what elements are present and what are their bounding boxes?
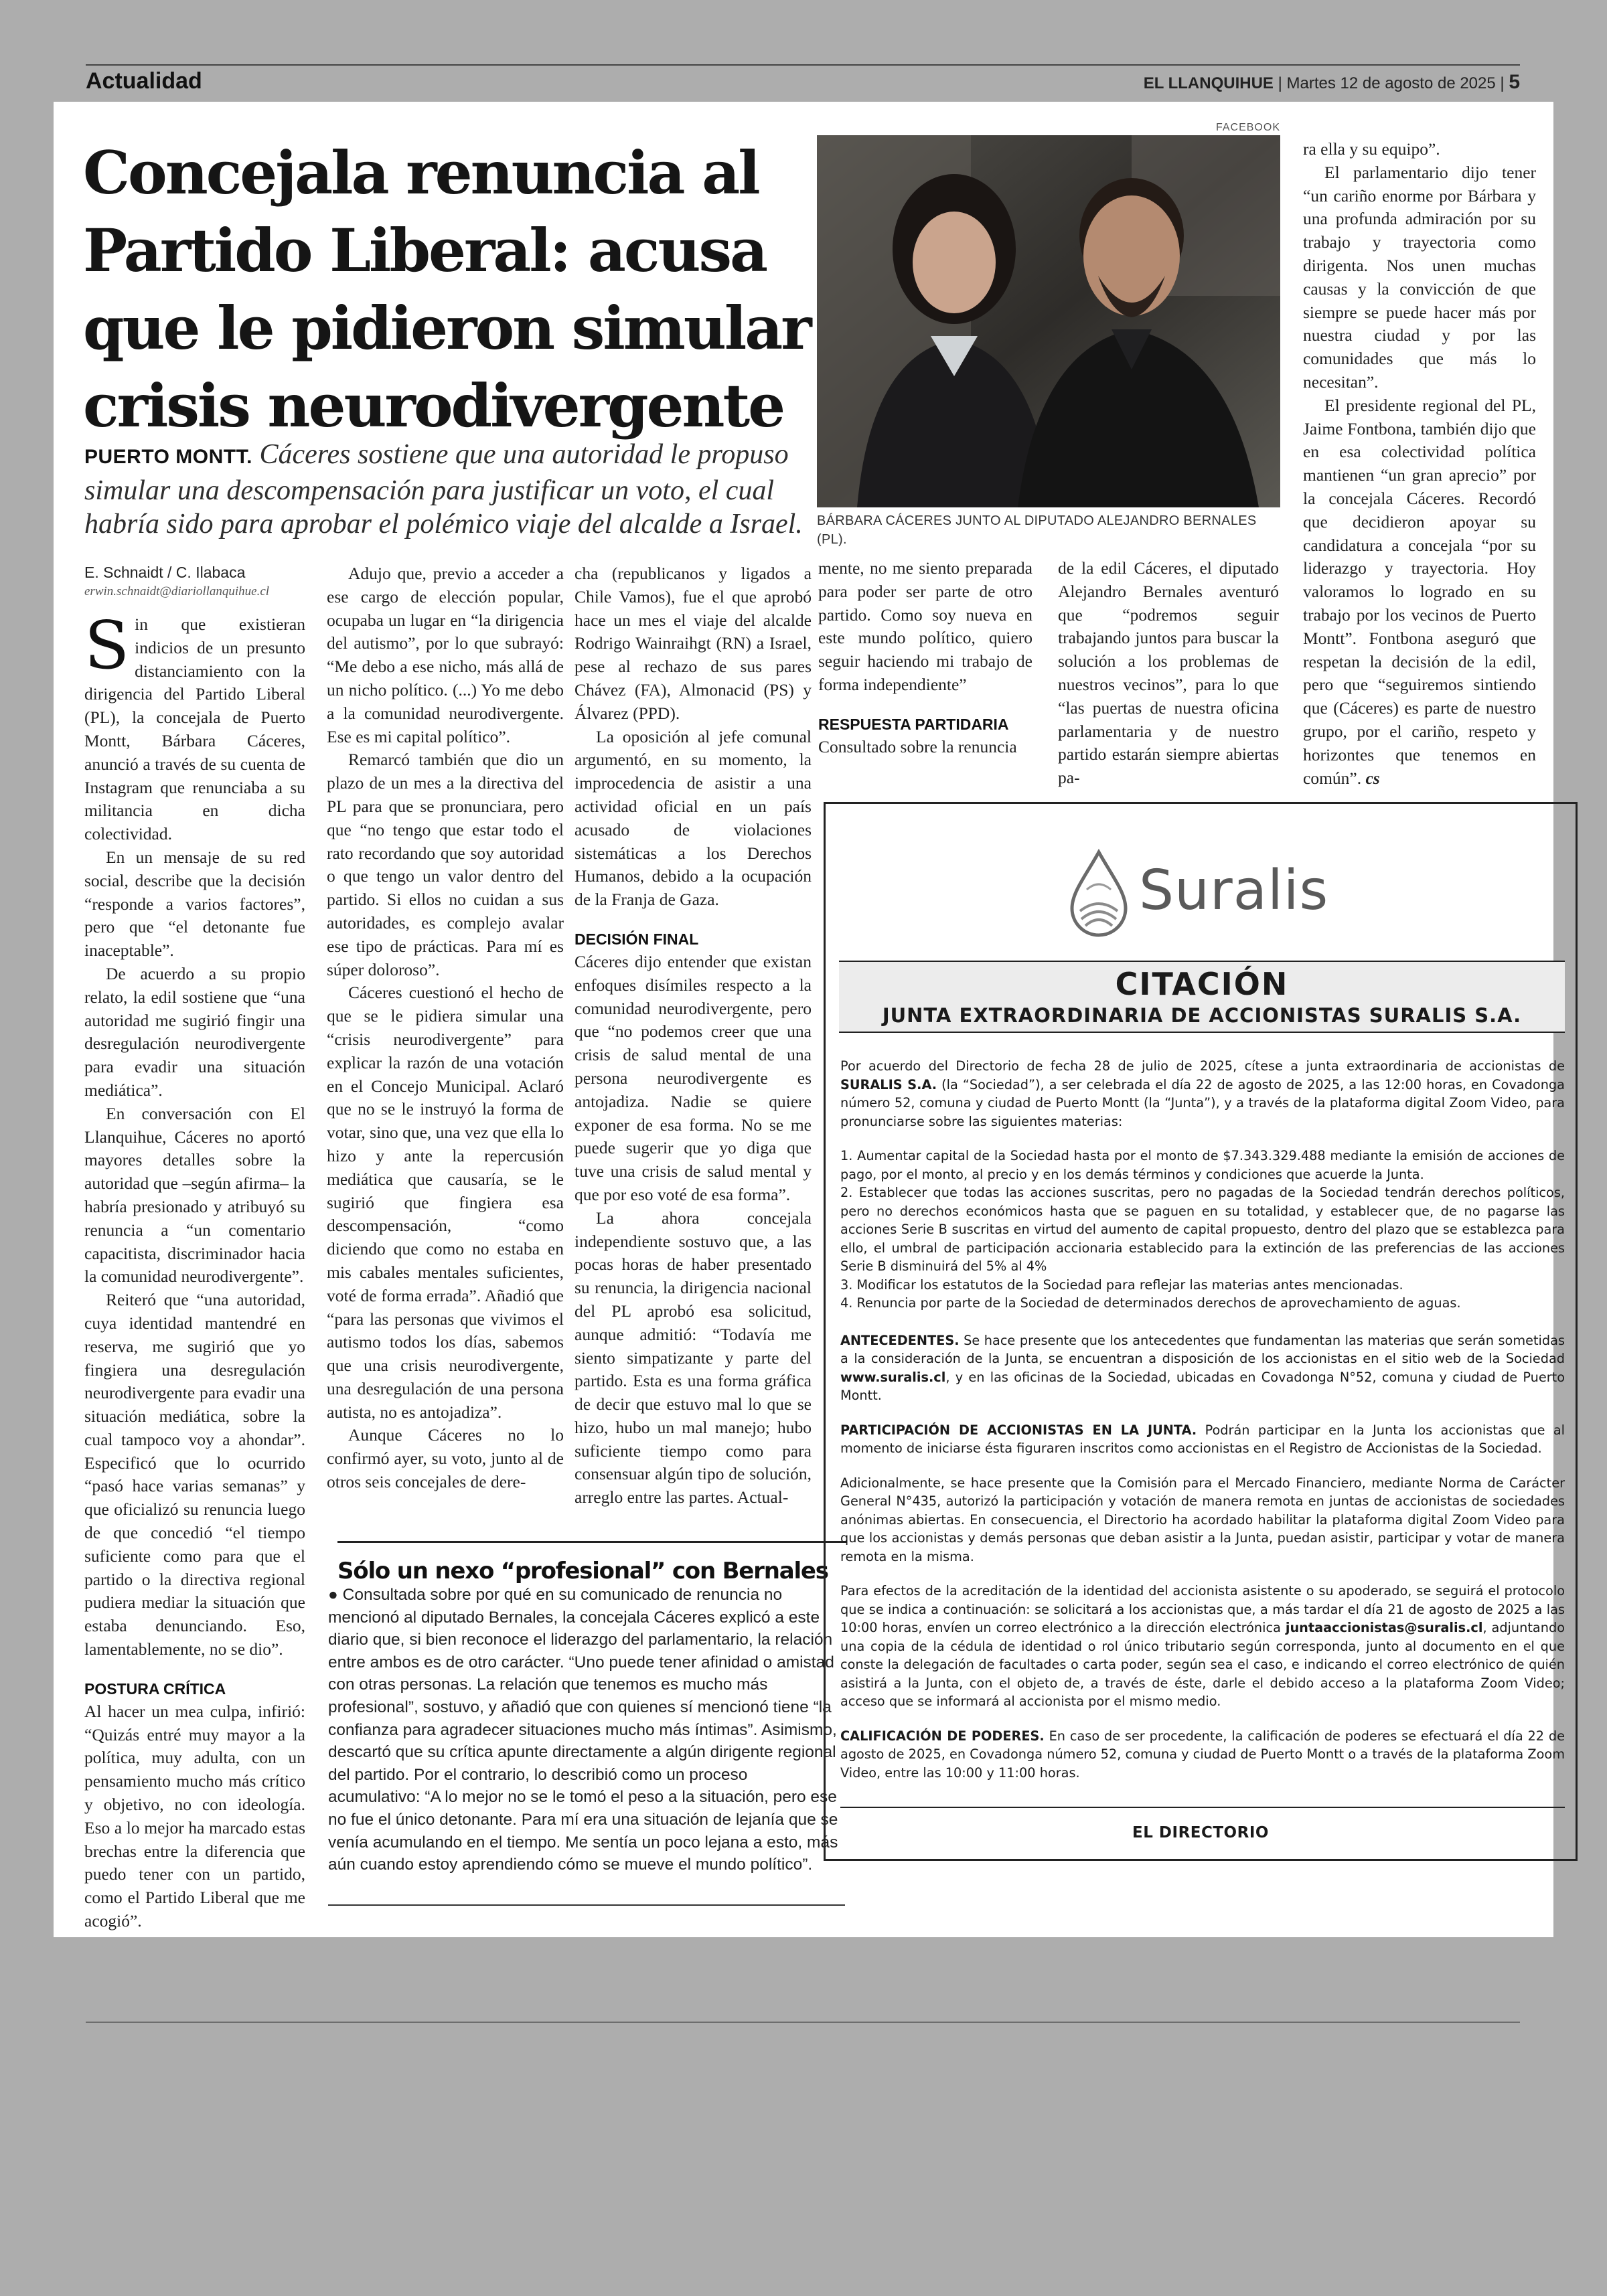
ad-acreditacion: Para efectos de la acreditación de la identidad del accionista asistente o su apoderado, se seguirá el protocolo que se indica a continuación: se solicitará a los accionistas que, a más tardar el día 21 de agosto de 2025 a las 10:00 horas, envíen un correo electrónico a la dirección electrónica juntaaccionistas@suralis.cl, adjuntando una copia de la cédula de identidad o rol único tributario según corresponda, junto al documento en el que conste la delegación de facultades o carta poder, según sea el caso, e indicando el correo electrónico de quién asistirá a la Junta, con el objeto de, a través de éste, darle el debido acceso a la plataforma Zoom Video; acceso que se informará al accionista por el mismo medio. xyxy=(840,1583,1565,1709)
paragraph: Consultado sobre la renuncia xyxy=(818,736,1017,756)
photo-credit: FACEBOOK xyxy=(1215,122,1280,133)
publication-date: Martes 12 de agosto de 2025 xyxy=(1286,74,1496,92)
list-item: 1. Aumentar capital de la Sociedad hasta por el monto de $7.343.329.488 mediante la emisión de acciones de pago, por el monto, al precio y en los demás términos y condiciones que acuerde la Junta. xyxy=(840,1148,1565,1182)
paragraph: Al hacer un mea culpa, infirió: “Quizás entré muy mayor a la política, muy adulta, con un pensamiento mucho más crítico y objetivo, no con ideología. Eso a lo mejor ha marcado estas brechas entre la diferencia que puedo tener con un partido, como el Partido Liberal que me acogió”. xyxy=(84,1701,305,1931)
paragraph: Adujo que, previo a acceder a ese cargo de elección popular, ocupaba un lugar en “la dirigencia del autismo”, por lo que subrayó: “Me debo a ese nicho, más allá de un nicho político. (...) Yo me debo a la comunidad neurodivergente. Ese es mi capital político”. xyxy=(327,564,564,746)
paragraph: El parlamentario dijo tener “un cariño enorme por Bárbara y una profunda admiración por su trabajo y trayectoria como dirigenta. Nos unen muchas causas y la convicción de que siempre se puede hacer más por nuestra ciudad y por las comunidades que más lo necesitan”. xyxy=(1303,162,1536,392)
header-separator: | xyxy=(1278,74,1282,92)
paragraph: mente, no me siento preparada para poder ser parte de otro partido. Como soy nueva en este mundo político, quiero seguir haciendo mi trabajo de forma independiente” xyxy=(818,558,1032,694)
paragraph: cha (republicanos y ligados a Chile Vamos), fue el que aprobó hace un mes el viaje del alcalde Rodrigo Wainraihgt (RN) a Israel, pese al rechazo de sus pares Chávez (FA), Almonacid (PS) y Álvarez (PPD). xyxy=(575,564,812,723)
ad-footer-rule xyxy=(840,1807,1565,1808)
ad-body xyxy=(840,1057,1565,1798)
article-headline: Concejala renuncia al Partido Liberal: acusa que le pidieron simular crisis neurodivergente xyxy=(83,138,810,440)
list-item: 3. Modificar los estatutos de la Sociedad para reflejar las materias antes mencionadas. xyxy=(840,1277,1403,1293)
ad-signature: EL DIRECTORIO xyxy=(1132,1824,1269,1841)
ad-remote: Adicionalmente, se hace presente que la Comisión para el Mercado Financiero, mediante Norma de Carácter General N°435, autorizó la participación y votación de manera remota en juntas de accionistas de sociedades anónimas abiertas. En consecuencia, el Directorio ha acordado habilitar la plataforma digital Zoom Video para que los accionistas y demás personas que deban asistir a la Junta, puedan asistir, participar y votar de manera remota en la misma. xyxy=(840,1475,1565,1564)
paragraph: Aunque Cáceres no lo confirmó ayer, su voto, junto al de otros seis concejales de dere- xyxy=(327,1425,564,1492)
paragraph: De acuerdo a su propio relato, la edil sostiene que “una autoridad me sugirió fingir una desregulación neurodivergente para evadir una situación mediática”. xyxy=(84,963,305,1100)
paragraph: En un mensaje de su red social, describe que la decisión “responde a varios factores”, pero que “el detonante fue inaceptable”. xyxy=(84,847,305,961)
author-email: erwin.schnaidt@diariollanquihue.cl xyxy=(84,584,270,598)
ad-antecedentes: ANTECEDENTES. Se hace presente que los antecedentes que fundamentan las materias que serán sometidas a la consideración de la Junta, se encuentran a disposición de los accionistas en el sitio web de la Sociedad www.suralis.cl, y en las oficinas de la Sociedad, ubicadas en Covadonga N°52, comuna y ciudad de Puerto Montt. xyxy=(840,1332,1565,1403)
paragraph: El presidente regional del PL, Jaime Fontbona, también dijo que en esa colectividad política mantienen “un gran aprecio” por la concejala Cáceres. Recordó que decidieron apoyar su candidatura a concejala “por su liderazgo y trayectoria. Hoy valoramos lo logrado en su trabajo por los vecinos de Puerto Montt”. Fontbona aseguró que respetan la decisión de la edil, pero que “seguiremos sintiendo que (Cáceres) es parte de nuestro grupo, por el cariño, respeto y horizontes que tenemos en común”. cs xyxy=(1303,395,1536,788)
paragraph: La ahora concejala independiente sostuvo que, a las pocas horas de haber presentado su renuncia, la dirigencia nacional del PL aprobó esa solicitud, aunque admitió: “Todavía me siento simpatizante y parte del partido. Esta es una forma gráfica de decir que estuvo mal lo que se hizo, hubo un mal manejo; hubo suficiente tiempo como para consensuar algún tipo de solución, arreglo entre las partes. Actual- xyxy=(575,1208,812,1507)
ad-subtitle: JUNTA EXTRAORDINARIA DE ACCIONISTAS SURALIS S.A. xyxy=(882,1004,1522,1027)
page-header xyxy=(86,64,1520,99)
paragraph: Remarcó también que dio un plazo de un mes a la directiva del PL para que se pronunciara, pero que “no tengo que estar todo el rato recordando que soy autoridad o que tengo un valor dentro del partido. Si ellos no cuidan a sus autoridades, es complejo avalar ese tipo de prácticas. Para mí es súper doloroso”. xyxy=(327,750,564,979)
company-name: SURALIS S.A. xyxy=(840,1076,937,1092)
subheading-respuesta-partidaria: RESPUESTA PARTIDARIA xyxy=(818,715,1009,733)
article-column-5 xyxy=(1058,557,1279,788)
paragraph: Sin que existieran indicios de un presunto distanciamiento con la dirigencia del Partido Liberal (PL), la concejala de Puerto Montt, Bárbara Cáceres, anunció a través de su cuenta de Instagram que renunciaba a su militancia en dicha colectividad. xyxy=(84,608,305,844)
paragraph: Cáceres cuestionó el hecho de que se le pidiera simular una “crisis neurodivergente” para explicar la razón de una votación en el Concejo Municipal. Aclaró que no se le instruyó la forma de votar, sino que, una vez que ella lo hizo y ante la repercusión mediática que causaría, se le sugirió que fingiera esa descompensación, “como diciendo que como no estaba en mis cabales mentales suficientes, voté de forma errada”. Añadió que “para las personas que vivimos el autismo todos los días, sabemos que una crisis neurodivergente, una desregulación de una persona autista, no es antojadiza”. xyxy=(327,983,564,1422)
sidebar-text: Consultada sobre por qué en su comunicado de renuncia no mencionó al diputado Bernales, la concejala Cáceres explicó a este diario que, si bien reconoce el liderazgo del parlamentario, la relación entre ambos es de otro carácter. “Uno puede tener afinidad o amistad con otras personas. La relación que tenemos es mucho más profesional”, sostuvo, y añadió que con quienes sí mencionó tiene “la confianza para agradecer situaciones mucho más íntimas”. Asimismo, descartó que su crítica apunte directamente a algún dirigente regional del partido. Por el contrario, lo describió como un proceso acumulativo: “A lo mejor no se le tomó el peso a la situación, pero ese no fue el único detonante. Para mí era una situación de lejanía que se venía acumulando en el tiempo. Me sentía un poco lejana a esto, más aún cuando estoy aprendiendo cómo se mueve el mundo político”. xyxy=(328,1586,838,1874)
photo-caption: BÁRBARA CÁCERES JUNTO AL DIPUTADO ALEJANDRO BERNALES (PL). xyxy=(817,513,1257,547)
article-lead xyxy=(84,438,834,541)
website-link[interactable]: www.suralis.cl xyxy=(840,1369,946,1385)
publication-name: EL LLANQUIHUE xyxy=(1143,74,1274,92)
sidebar-body xyxy=(328,1584,842,1876)
article-column-4 xyxy=(818,557,1032,785)
lead-text: Cáceres sostiene que una autoridad le propuso simular una descompensación para justificar un voto, el cual habría sido para aprobar el polémico viaje del alcalde a Israel. xyxy=(84,439,803,540)
suralis-logo xyxy=(826,849,1576,936)
page-info xyxy=(1144,71,1520,94)
article-photo xyxy=(817,135,1280,507)
paragraph: La oposición al jefe comunal argumentó, en su momento, la improcedencia de asistir a una actividad oficial en un país acusado de violaciones sistemáticas a los Derechos Humanos, debido a la ocupación de la Franja de Gaza. xyxy=(575,726,812,910)
logo-text: Suralis xyxy=(1139,859,1329,922)
ad-intro: Por acuerdo del Directorio de fecha 28 de julio de 2025, cítese a junta extraordinaria de accionistas de SURALIS S.A. (la “Sociedad”), a ser celebrada el día 22 de agosto de 2025, a las 12:00 horas, en Covadonga número 52, comuna y ciudad de Puerto Montt (la “Junta”), y a través de la plataforma digital Zoom Video, para pronunciarse sobre las siguientes materias: xyxy=(840,1058,1565,1129)
water-drop-logo-icon xyxy=(1067,849,1131,936)
bullet-icon: ● xyxy=(328,1586,338,1604)
ad-title-band xyxy=(839,961,1565,1033)
sidebar-rule xyxy=(328,1904,845,1906)
page-number: 5 xyxy=(1509,71,1520,93)
paragraph: Reiteró que “una autoridad, cuya identidad mantendré en reserva, me sugirió que yo fingiera una desregulación neurodivergente para evadir una situación mediática, sobre la cual tampoco voy a ahondar”. Especificó que lo ocurrido “pasó hace varias semanas” y que oficializó su renuncia luego de que concedió “el tiempo suficiente como para que el partido o la directiva regional pudiera mediar la situación que estaba denunciando. Eso, lamentablemente, no se dio”. xyxy=(84,1290,305,1659)
paragraph: Cáceres dijo entender que existan enfoques disímiles respecto a la comunidad neurodivergente, pero que “no podemos creer que una crisis de salud mental de una persona neurodivergente es antojadiza. Nadie se quiere exponer de esa forma. No se me puede sugerir que yo diga que tuve una crisis de salud mental y que por eso voté de esa forma”. xyxy=(575,951,812,1204)
photo-illustration xyxy=(817,135,1280,507)
list-item: 4. Renuncia por parte de la Sociedad de determinados derechos de aprovechamiento de aguas. xyxy=(840,1295,1461,1311)
bottom-rule xyxy=(86,2022,1520,2023)
ad-calificacion: CALIFICACIÓN DE PODERES. En caso de ser procedente, la calificación de poderes se efectuará el día 22 de agosto de 2025, en Covadonga número 52, comuna y ciudad de Puerto Montt o a través de la plataforma Zoom Video, entre las 10:00 y 11:00 horas. xyxy=(840,1728,1565,1781)
header-separator-2: | xyxy=(1500,74,1505,92)
paragraph: de la edil Cáceres, el diputado Alejandro Bernales aventuró que “podremos seguir trabajando juntos para buscar la solución a los problemas de nuestros vecinos”, para lo que “las puertas de nuestra oficina parlamentaria y de nuestro partido estarán siempre abiertas pa- xyxy=(1058,558,1279,788)
list-item: 2. Establecer que todas las acciones suscritas, pero no pagadas de la Sociedad tendrán derechos políticos, pero no derechos económicos hasta que se paguen en su totalidad, y establecer que, de no pagarse las acciones Serie B suscritas en virtud del aumento de capital propuesto, dentro del plazo que se establezca para ello, el umbral de participación accionaria establecido para la extinción de las preferencias de las acciones Serie B disminuirá del 5% al 4% xyxy=(840,1185,1565,1274)
article-column-2 xyxy=(327,562,564,1520)
ad-title: CITACIÓN xyxy=(1115,966,1289,1002)
lead-kicker: PUERTO MONTT. xyxy=(84,446,252,468)
section-name: Actualidad xyxy=(86,68,202,94)
paragraph: ra ella y su equipo”. xyxy=(1303,139,1440,159)
byline: E. Schnaidt / C. Ilabaca xyxy=(84,564,246,581)
ad-participacion: PARTICIPACIÓN DE ACCIONISTAS EN LA JUNTA. Podrán participar en la Junta los accionistas que al momento de iniciarse ésta figuraren inscritos como accionistas en el Registro de Accionistas de la Sociedad. xyxy=(840,1422,1565,1456)
paragraph: En conversación con El Llanquihue, Cáceres no aportó mayores detalles sobre la autoridad que –según afirma– la habría presionado y atribuyó su renuncia a “un comentario capacitista, discriminador hacia la comunidad neurodivergente”. xyxy=(84,1103,305,1287)
article-column-3 xyxy=(575,562,812,1520)
newspaper-page xyxy=(54,102,1565,1937)
ad-items-list xyxy=(840,1147,1565,1313)
suralis-notice-ad xyxy=(824,802,1578,1861)
end-mark: cs xyxy=(1365,768,1380,788)
article-column-1 xyxy=(84,562,305,1931)
drop-cap: S xyxy=(84,608,130,684)
email-link[interactable]: juntaaccionistas@suralis.cl xyxy=(1285,1620,1483,1635)
subheading-postura-critica: POSTURA CRÍTICA xyxy=(84,1679,226,1698)
article-column-6 xyxy=(1303,138,1536,801)
sidebar-title: Sólo un nexo “profesional” con Bernales xyxy=(337,1541,846,1584)
subheading-decision-final: DECISIÓN FINAL xyxy=(575,930,699,948)
